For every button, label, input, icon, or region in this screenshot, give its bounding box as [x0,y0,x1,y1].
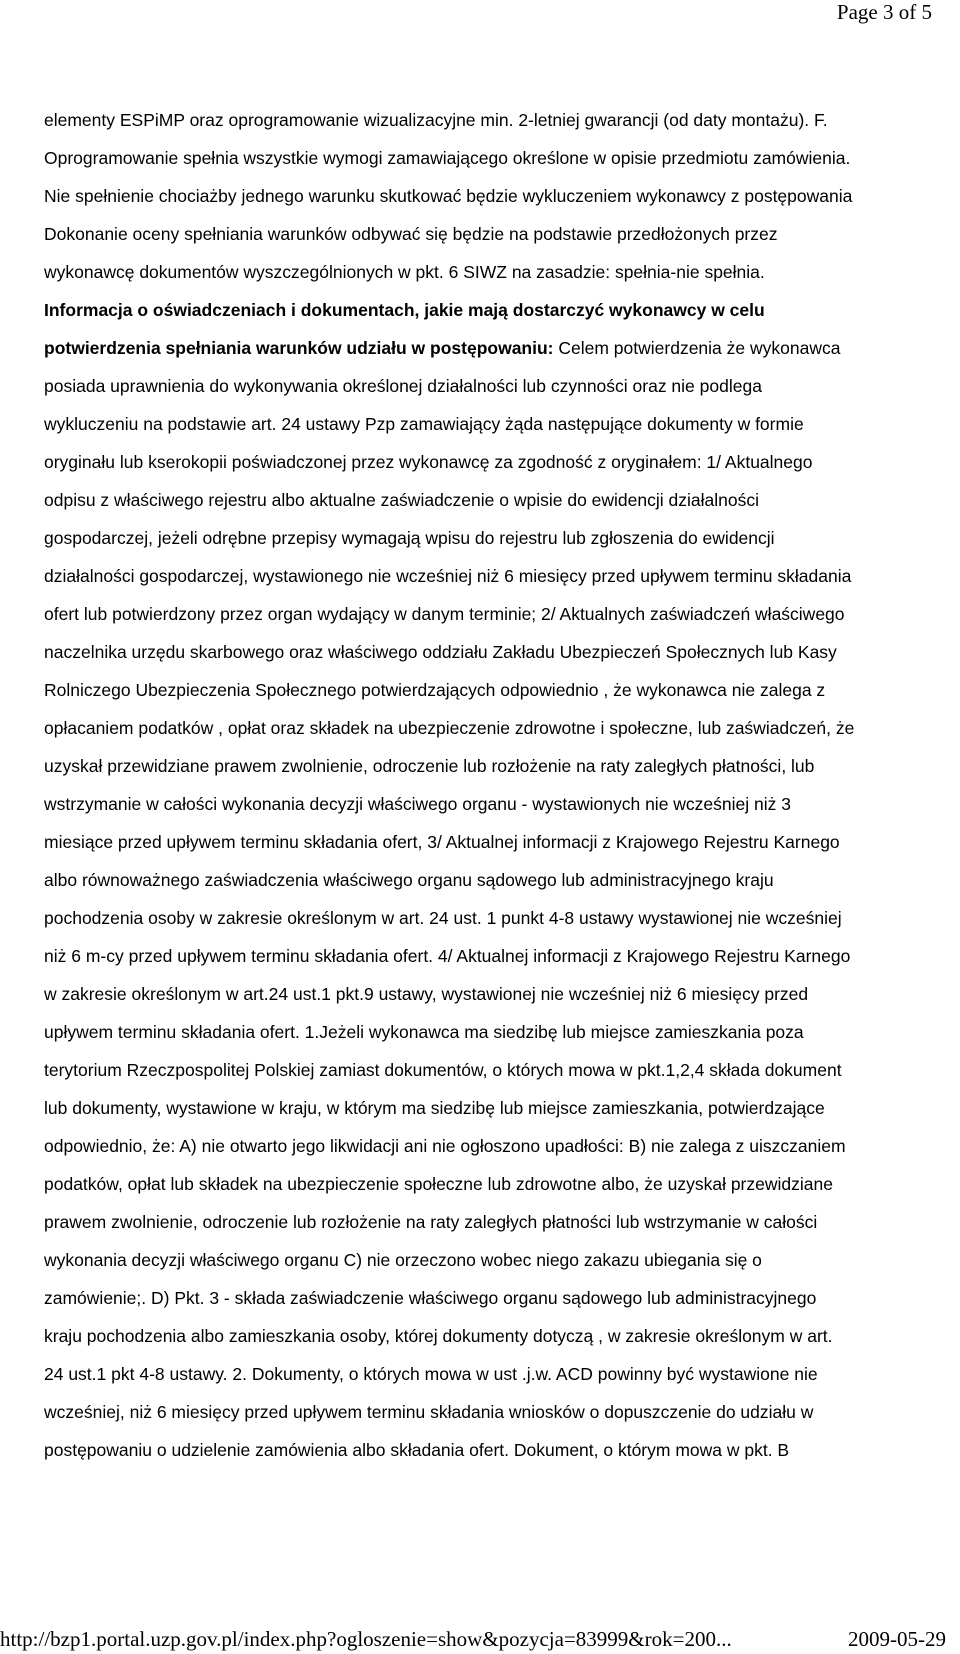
text-line: działalności gospodarczej, wystawionego nie wcześniej niż 6 miesięcy przed upływem terminu składania [44,566,852,586]
text-line: uzyskał przewidziane prawem zwolnienie, odroczenie lub rozłożenie na raty zaległych płatności, lub [44,756,815,776]
text-line: wykonawcę dokumentów wyszczególnionych w pkt. 6 SIWZ na zasadzie: spełnia-nie spełnia. [44,262,765,282]
text-line: odpisu z właściwego rejestru albo aktualne zaświadczenie o wpisie do ewidencji działalności [44,490,759,510]
page-number-header: Page 3 of 5 [836,0,932,24]
text-line: lub dokumenty, wystawione w kraju, w którym ma siedzibę lub miejsce zamieszkania, potwierdzające [44,1098,825,1118]
text-line: gospodarczej, jeżeli odrębne przepisy wymagają wpisu do rejestru lub zgłoszenia do ewidencji [44,528,775,548]
text-line: miesiące przed upływem terminu składania ofert, 3/ Aktualnej informacji z Krajowego Rejestru Karnego [44,832,840,852]
section-heading-line [44,291,944,329]
text-line: opłacaniem podatków , opłat oraz składek na ubezpieczenie zdrowotne i społeczne, lub zaświadczeń, że [44,718,855,738]
text-line: postępowaniu o udzielenie zamówienia albo składania ofert. Dokument, o którym mowa w pkt. B [44,1440,790,1460]
footer-date: 2009-05-29 [848,1627,946,1651]
section-heading: Informacja o oświadczeniach i dokumentach, jakie mają dostarczyć wykonawcy w celu [44,300,765,320]
text-line: niż 6 m-cy przed upływem terminu składania ofert. 4/ Aktualnej informacji z Krajowego Rejestru Karnego [44,946,851,966]
text-line: Dokonanie oceny spełniania warunków odbywać się będzie na podstawie przedłożonych przez [44,224,778,244]
page-footer [0,1624,960,1654]
text-line: wykonania decyzji właściwego organu C) nie orzeczono wobec niego zakazu ubiegania się o [44,1250,762,1270]
text-line: naczelnika urzędu skarbowego oraz właściwego oddziału Zakładu Ubezpieczeń Społecznych lub Kasy [44,642,837,662]
text-line: 24 ust.1 pkt 4-8 ustawy. 2. Dokumenty, o których mowa w ust .j.w. ACD powinny być wystawione nie [44,1364,818,1384]
section-heading-line [44,329,944,367]
text-line: Oprogramowanie spełnia wszystkie wymogi zamawiającego określone w opisie przedmiotu zamówienia. [44,148,851,168]
text-line: pochodzenia osoby w zakresie określonym w art. 24 ust. 1 punkt 4-8 ustawy wystawionej nie wcześniej [44,908,842,928]
text-line: podatków, opłat lub składek na ubezpieczenie społeczne lub zdrowotne albo, że uzyskał przewidziane [44,1174,833,1194]
text-line: oryginału lub kserokopii poświadczonej przez wykonawcę za zgodność z oryginałem: 1/ Aktualnego [44,452,813,472]
document-body [44,101,944,1469]
text-line: albo równoważnego zaświadczenia właściwego organu sądowego lub administracyjnego kraju [44,870,774,890]
text-line: wcześniej, niż 6 miesięcy przed upływem terminu składania wniosków o dopuszczenie do udziału w [44,1402,814,1422]
text-line: terytorium Rzeczpospolitej Polskiej zamiast dokumentów, o których mowa w pkt.1,2,4 składa dokument [44,1060,842,1080]
text-line: kraju pochodzenia albo zamieszkania osoby, której dokumenty dotyczą , w zakresie określonym w art. [44,1326,833,1346]
text-line: odpowiednio, że: A) nie otwarto jego likwidacji ani nie ogłoszono upadłości: B) nie zalega z uiszczaniem [44,1136,846,1156]
heading-continuation: Celem potwierdzenia że wykonawca [553,338,841,358]
text-line: wstrzymanie w całości wykonania decyzji właściwego organu - wystawionych nie wcześniej niż 3 [44,794,791,814]
text-line: wykluczeniu na podstawie art. 24 ustawy Pzp zamawiający żąda następujące dokumenty w formie [44,414,804,434]
section-heading: potwierdzenia spełniania warunków udziału w postępowaniu: [44,338,554,358]
text-line: posiada uprawnienia do wykonywania określonej działalności lub czynności oraz nie podlega [44,376,762,396]
text-line: Nie spełnienie chociażby jednego warunku skutkować będzie wykluczeniem wykonawcy z postępowania [44,186,853,206]
text-line: prawem zwolnienie, odroczenie lub rozłożenie na raty zaległych płatności lub wstrzymanie w całości [44,1212,818,1232]
text-line: ofert lub potwierdzony przez organ wydający w danym terminie; 2/ Aktualnych zaświadczeń właściwego [44,604,845,624]
footer-url: http://bzp1.portal.uzp.gov.pl/index.php?ogloszenie=show&pozycja=83999&rok=200... [0,1627,732,1651]
text-line: zamówienie;. D) Pkt. 3 - składa zaświadczenie właściwego organu sądowego lub administracyjnego [44,1288,817,1308]
text-line: elementy ESPiMP oraz oprogramowanie wizualizacyjne min. 2-letniej gwarancji (od daty montażu). F. [44,110,828,130]
text-line: upływem terminu składania ofert. 1.Jeżeli wykonawca ma siedzibę lub miejsce zamieszkania poza [44,1022,804,1042]
text-line: Rolniczego Ubezpieczenia Społecznego potwierdzających odpowiednio , że wykonawca nie zalega z [44,680,826,700]
text-line: w zakresie określonym w art.24 ust.1 pkt.9 ustawy, wystawionej nie wcześniej niż 6 miesięcy przed [44,984,809,1004]
